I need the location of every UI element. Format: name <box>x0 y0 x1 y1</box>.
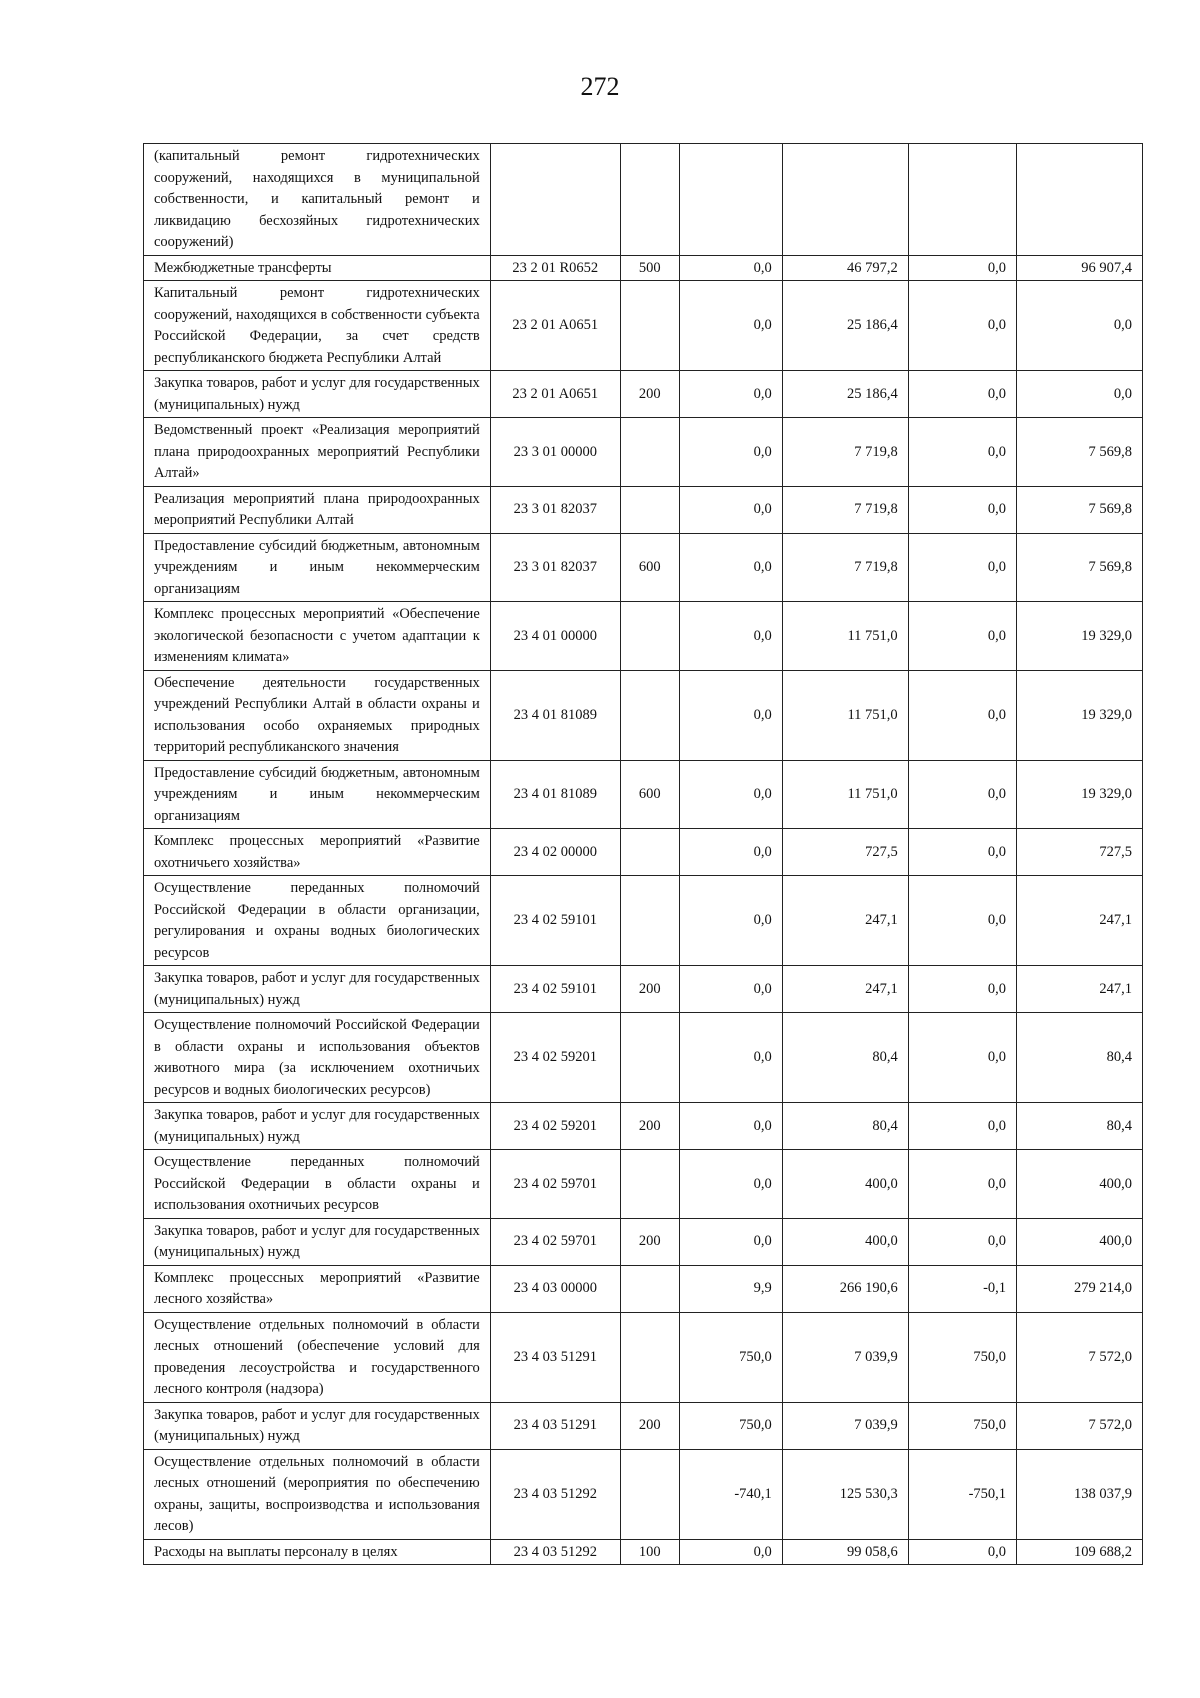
target-article-code-cell: 23 4 02 59101 <box>490 966 620 1013</box>
expense-type-code-cell <box>620 144 679 256</box>
amount-change-year-2-cell: 0,0 <box>908 760 1016 829</box>
amount-change-year-2-cell: 0,0 <box>908 966 1016 1013</box>
amount-change-year-1-cell: 0,0 <box>679 281 782 371</box>
amount-year-1-cell: 266 190,6 <box>782 1265 908 1312</box>
target-article-code-cell: 23 2 01 A0651 <box>490 371 620 418</box>
row-name-cell: Обеспечение деятельности государственных учреждений Республики Алтай в области охраны и использования особо охраняемых природных территорий республиканского значения <box>144 670 491 760</box>
amount-year-2-cell: 247,1 <box>1017 876 1143 966</box>
table-row <box>144 1539 1143 1565</box>
amount-change-year-1-cell: 0,0 <box>679 418 782 487</box>
amount-change-year-2-cell: 0,0 <box>908 486 1016 533</box>
amount-change-year-1-cell: 0,0 <box>679 829 782 876</box>
row-name-cell: Осуществление отдельных полномочий в области лесных отношений (мероприятия по обеспечению охраны, защиты, воспроизводства и использования лесов) <box>144 1449 491 1539</box>
table-row <box>144 1013 1143 1103</box>
amount-year-2-cell: 19 329,0 <box>1017 760 1143 829</box>
expense-type-code-cell: 200 <box>620 966 679 1013</box>
amount-year-1-cell: 247,1 <box>782 966 908 1013</box>
amount-year-2-cell: 7 572,0 <box>1017 1312 1143 1402</box>
row-name-cell: Закупка товаров, работ и услуг для государственных (муниципальных) нужд <box>144 371 491 418</box>
table-row <box>144 418 1143 487</box>
target-article-code-cell: 23 2 01 R0652 <box>490 255 620 281</box>
amount-change-year-1-cell: 0,0 <box>679 602 782 671</box>
amount-change-year-2-cell <box>908 144 1016 256</box>
amount-change-year-1-cell: 0,0 <box>679 876 782 966</box>
amount-year-1-cell: 25 186,4 <box>782 371 908 418</box>
amount-year-2-cell: 96 907,4 <box>1017 255 1143 281</box>
target-article-code-cell: 23 4 02 59201 <box>490 1103 620 1150</box>
expense-type-code-cell <box>620 829 679 876</box>
amount-change-year-1-cell: 0,0 <box>679 533 782 602</box>
row-name-cell: Расходы на выплаты персоналу в целях <box>144 1539 491 1565</box>
target-article-code-cell: 23 4 01 81089 <box>490 670 620 760</box>
amount-change-year-1-cell: 0,0 <box>679 1150 782 1219</box>
amount-year-1-cell: 11 751,0 <box>782 670 908 760</box>
table-row <box>144 829 1143 876</box>
row-name-cell: Закупка товаров, работ и услуг для государственных (муниципальных) нужд <box>144 1103 491 1150</box>
amount-change-year-1-cell: 0,0 <box>679 486 782 533</box>
table-body <box>144 144 1143 1565</box>
amount-year-1-cell: 11 751,0 <box>782 602 908 671</box>
amount-change-year-2-cell: 0,0 <box>908 602 1016 671</box>
amount-year-2-cell: 7 569,8 <box>1017 418 1143 487</box>
amount-year-2-cell: 80,4 <box>1017 1103 1143 1150</box>
target-article-code-cell: 23 4 03 51291 <box>490 1312 620 1402</box>
target-article-code-cell: 23 4 02 59701 <box>490 1218 620 1265</box>
expense-type-code-cell: 600 <box>620 760 679 829</box>
target-article-code-cell: 23 4 03 00000 <box>490 1265 620 1312</box>
amount-year-1-cell: 7 719,8 <box>782 533 908 602</box>
table-row <box>144 1402 1143 1449</box>
expense-type-code-cell: 200 <box>620 1402 679 1449</box>
amount-year-1-cell: 400,0 <box>782 1150 908 1219</box>
amount-year-2-cell: 138 037,9 <box>1017 1449 1143 1539</box>
amount-year-1-cell: 46 797,2 <box>782 255 908 281</box>
row-name-cell: (капитальный ремонт гидротехнических сооружений, находящихся в муниципальной собственности, и капитальный ремонт и ликвидацию бесхозяйных гидротехнических сооружений) <box>144 144 491 256</box>
amount-year-2-cell: 247,1 <box>1017 966 1143 1013</box>
target-article-code-cell: 23 3 01 82037 <box>490 533 620 602</box>
amount-year-1-cell: 80,4 <box>782 1013 908 1103</box>
table-row <box>144 533 1143 602</box>
expense-type-code-cell <box>620 486 679 533</box>
amount-year-1-cell: 7 719,8 <box>782 486 908 533</box>
amount-year-1-cell: 25 186,4 <box>782 281 908 371</box>
amount-change-year-2-cell: 0,0 <box>908 281 1016 371</box>
expense-type-code-cell: 200 <box>620 371 679 418</box>
expense-type-code-cell: 500 <box>620 255 679 281</box>
target-article-code-cell: 23 3 01 00000 <box>490 418 620 487</box>
amount-year-1-cell: 11 751,0 <box>782 760 908 829</box>
table-row <box>144 486 1143 533</box>
amount-change-year-1-cell: 0,0 <box>679 760 782 829</box>
row-name-cell: Капитальный ремонт гидротехнических сооружений, находящихся в собственности субъекта Российской Федерации, за счет средств республиканского бюджета Республики Алтай <box>144 281 491 371</box>
amount-change-year-2-cell: 0,0 <box>908 1103 1016 1150</box>
amount-year-2-cell: 109 688,2 <box>1017 1539 1143 1565</box>
amount-change-year-2-cell: 750,0 <box>908 1402 1016 1449</box>
target-article-code-cell: 23 4 01 81089 <box>490 760 620 829</box>
amount-year-1-cell: 7 039,9 <box>782 1402 908 1449</box>
table-row <box>144 760 1143 829</box>
expense-type-code-cell <box>620 1150 679 1219</box>
expense-type-code-cell <box>620 418 679 487</box>
table-row <box>144 1103 1143 1150</box>
expense-type-code-cell <box>620 1312 679 1402</box>
page-number: 272 <box>580 72 620 101</box>
amount-change-year-2-cell: 0,0 <box>908 876 1016 966</box>
table-row <box>144 255 1143 281</box>
target-article-code-cell: 23 4 02 59101 <box>490 876 620 966</box>
target-article-code-cell: 23 4 02 00000 <box>490 829 620 876</box>
amount-change-year-1-cell: 0,0 <box>679 371 782 418</box>
amount-change-year-2-cell: -0,1 <box>908 1265 1016 1312</box>
expense-type-code-cell <box>620 602 679 671</box>
amount-year-2-cell: 0,0 <box>1017 281 1143 371</box>
target-article-code-cell: 23 4 01 00000 <box>490 602 620 671</box>
amount-year-2-cell: 0,0 <box>1017 371 1143 418</box>
amount-year-1-cell: 727,5 <box>782 829 908 876</box>
amount-year-2-cell: 7 569,8 <box>1017 486 1143 533</box>
amount-year-2-cell: 727,5 <box>1017 829 1143 876</box>
row-name-cell: Осуществление переданных полномочий Российской Федерации в области организации, регулирования и охраны водных биологических ресурсов <box>144 876 491 966</box>
amount-year-2-cell: 19 329,0 <box>1017 602 1143 671</box>
target-article-code-cell: 23 4 03 51291 <box>490 1402 620 1449</box>
amount-change-year-1-cell: -740,1 <box>679 1449 782 1539</box>
row-name-cell: Предоставление субсидий бюджетным, автономным учреждениям и иным некоммерческим организациям <box>144 760 491 829</box>
amount-year-2-cell: 80,4 <box>1017 1013 1143 1103</box>
row-name-cell: Реализация мероприятий плана природоохранных мероприятий Республики Алтай <box>144 486 491 533</box>
table-row <box>144 602 1143 671</box>
expense-type-code-cell: 200 <box>620 1103 679 1150</box>
target-article-code-cell: 23 4 03 51292 <box>490 1449 620 1539</box>
amount-year-1-cell: 7 719,8 <box>782 418 908 487</box>
amount-year-1-cell: 80,4 <box>782 1103 908 1150</box>
row-name-cell: Осуществление отдельных полномочий в области лесных отношений (обеспечение условий для проведения лесоустройства и государственного лесного контроля (надзора) <box>144 1312 491 1402</box>
expense-type-code-cell: 100 <box>620 1539 679 1565</box>
amount-year-1-cell <box>782 144 908 256</box>
row-name-cell: Осуществление переданных полномочий Российской Федерации в области охраны и использования охотничьих ресурсов <box>144 1150 491 1219</box>
row-name-cell: Межбюджетные трансферты <box>144 255 491 281</box>
expense-type-code-cell <box>620 1265 679 1312</box>
amount-change-year-2-cell: 0,0 <box>908 1150 1016 1219</box>
amount-change-year-2-cell: 0,0 <box>908 1013 1016 1103</box>
row-name-cell: Предоставление субсидий бюджетным, автономным учреждениям и иным некоммерческим организациям <box>144 533 491 602</box>
table-row <box>144 1150 1143 1219</box>
amount-change-year-2-cell: 0,0 <box>908 533 1016 602</box>
amount-change-year-2-cell: 0,0 <box>908 670 1016 760</box>
amount-change-year-1-cell: 0,0 <box>679 670 782 760</box>
table-row <box>144 144 1143 256</box>
amount-year-2-cell: 7 569,8 <box>1017 533 1143 602</box>
table-row <box>144 1449 1143 1539</box>
expense-type-code-cell <box>620 876 679 966</box>
row-name-cell: Комплекс процессных мероприятий «Развитие лесного хозяйства» <box>144 1265 491 1312</box>
amount-year-1-cell: 99 058,6 <box>782 1539 908 1565</box>
amount-year-1-cell: 125 530,3 <box>782 1449 908 1539</box>
target-article-code-cell: 23 4 02 59201 <box>490 1013 620 1103</box>
table-row <box>144 1218 1143 1265</box>
amount-year-1-cell: 400,0 <box>782 1218 908 1265</box>
amount-change-year-1-cell: 0,0 <box>679 1103 782 1150</box>
amount-change-year-2-cell: 0,0 <box>908 255 1016 281</box>
amount-change-year-1-cell: 0,0 <box>679 255 782 281</box>
amount-change-year-1-cell: 0,0 <box>679 1218 782 1265</box>
expense-type-code-cell <box>620 1013 679 1103</box>
amount-change-year-1-cell: 0,0 <box>679 966 782 1013</box>
table-row <box>144 281 1143 371</box>
amount-change-year-2-cell: -750,1 <box>908 1449 1016 1539</box>
amount-change-year-1-cell: 750,0 <box>679 1312 782 1402</box>
target-article-code-cell: 23 3 01 82037 <box>490 486 620 533</box>
budget-table <box>143 143 1143 1565</box>
row-name-cell: Комплекс процессных мероприятий «Развитие охотничьего хозяйства» <box>144 829 491 876</box>
amount-year-2-cell: 400,0 <box>1017 1218 1143 1265</box>
amount-year-2-cell <box>1017 144 1143 256</box>
row-name-cell: Ведомственный проект «Реализация мероприятий плана природоохранных мероприятий Республики Алтай» <box>144 418 491 487</box>
row-name-cell: Осуществление полномочий Российской Федерации в области охраны и использования объектов животного мира (за исключением охотничьих ресурсов и водных биологических ресурсов) <box>144 1013 491 1103</box>
amount-change-year-2-cell: 0,0 <box>908 1539 1016 1565</box>
target-article-code-cell: 23 2 01 A0651 <box>490 281 620 371</box>
row-name-cell: Закупка товаров, работ и услуг для государственных (муниципальных) нужд <box>144 1402 491 1449</box>
amount-year-2-cell: 7 572,0 <box>1017 1402 1143 1449</box>
amount-year-1-cell: 7 039,9 <box>782 1312 908 1402</box>
amount-change-year-1-cell: 0,0 <box>679 1013 782 1103</box>
expense-type-code-cell <box>620 281 679 371</box>
amount-change-year-2-cell: 0,0 <box>908 829 1016 876</box>
amount-change-year-2-cell: 0,0 <box>908 371 1016 418</box>
expense-type-code-cell <box>620 670 679 760</box>
expense-type-code-cell: 200 <box>620 1218 679 1265</box>
amount-change-year-2-cell: 750,0 <box>908 1312 1016 1402</box>
amount-year-2-cell: 400,0 <box>1017 1150 1143 1219</box>
table-row <box>144 966 1143 1013</box>
amount-change-year-1-cell: 0,0 <box>679 1539 782 1565</box>
row-name-cell: Закупка товаров, работ и услуг для государственных (муниципальных) нужд <box>144 1218 491 1265</box>
amount-year-1-cell: 247,1 <box>782 876 908 966</box>
table-row <box>144 1265 1143 1312</box>
target-article-code-cell: 23 4 02 59701 <box>490 1150 620 1219</box>
table-row <box>144 876 1143 966</box>
target-article-code-cell <box>490 144 620 256</box>
table-row <box>144 1312 1143 1402</box>
target-article-code-cell: 23 4 03 51292 <box>490 1539 620 1565</box>
amount-change-year-1-cell: 750,0 <box>679 1402 782 1449</box>
expense-type-code-cell: 600 <box>620 533 679 602</box>
amount-year-2-cell: 279 214,0 <box>1017 1265 1143 1312</box>
table-row <box>144 670 1143 760</box>
amount-change-year-1-cell <box>679 144 782 256</box>
amount-change-year-1-cell: 9,9 <box>679 1265 782 1312</box>
table-row <box>144 371 1143 418</box>
amount-change-year-2-cell: 0,0 <box>908 1218 1016 1265</box>
amount-year-2-cell: 19 329,0 <box>1017 670 1143 760</box>
row-name-cell: Комплекс процессных мероприятий «Обеспечение экологической безопасности с учетом адаптации к изменениям климата» <box>144 602 491 671</box>
row-name-cell: Закупка товаров, работ и услуг для государственных (муниципальных) нужд <box>144 966 491 1013</box>
amount-change-year-2-cell: 0,0 <box>908 418 1016 487</box>
expense-type-code-cell <box>620 1449 679 1539</box>
